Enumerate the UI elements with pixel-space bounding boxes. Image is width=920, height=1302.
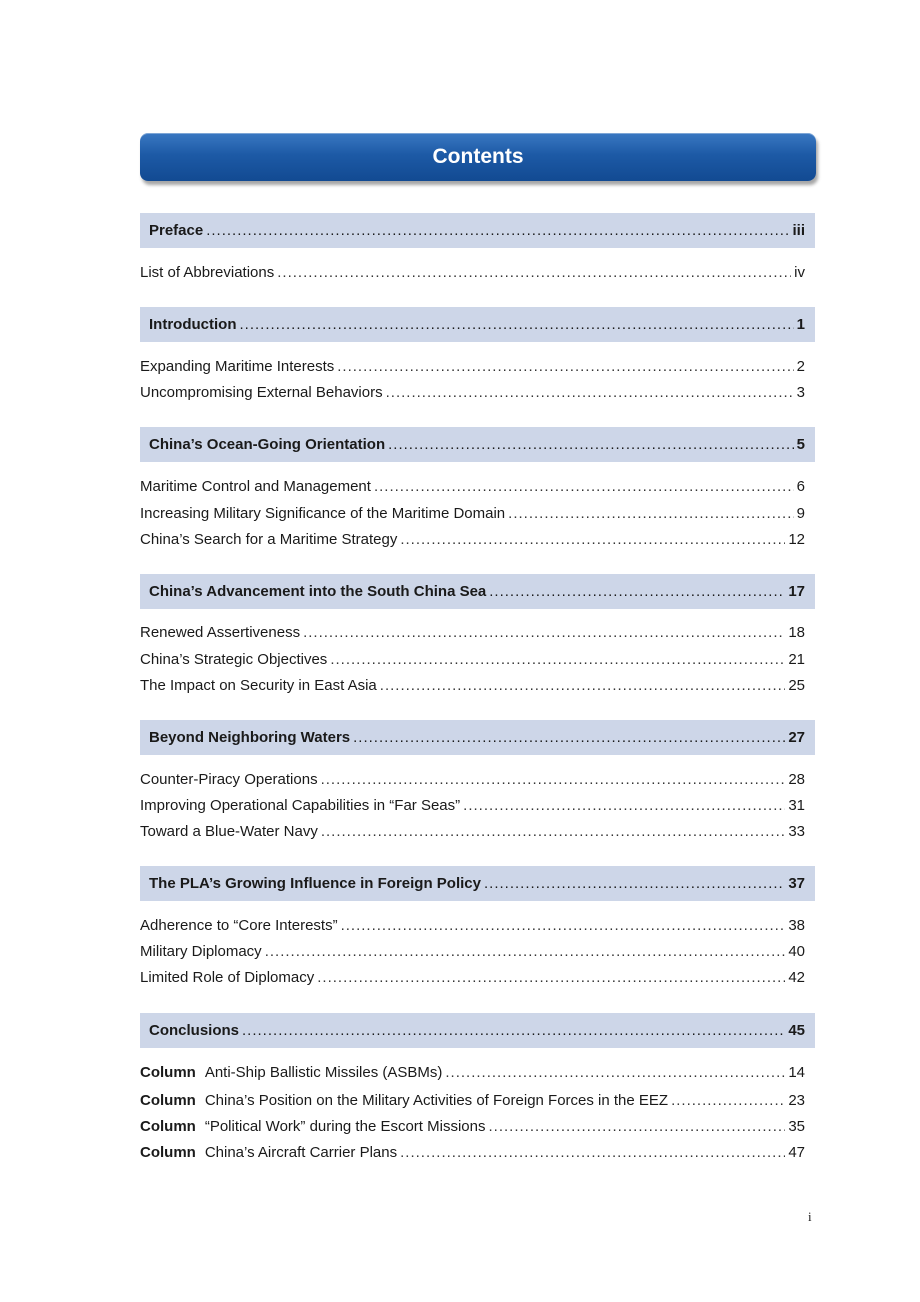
- toc-chapter-entry[interactable]: [140, 574, 815, 609]
- entry-title: Conclusions: [149, 1022, 240, 1039]
- toc-section-entry[interactable]: [140, 477, 815, 497]
- entry-title: Maritime Control and Management: [140, 478, 371, 495]
- entry-title: Uncompromising External Behaviors: [140, 384, 383, 401]
- dot-leader: [463, 796, 785, 816]
- dot-leader: [303, 623, 785, 643]
- toc-section-entry[interactable]: [140, 796, 815, 816]
- column-label: Column: [140, 1144, 196, 1161]
- entry-title: Beyond Neighboring Waters: [149, 729, 351, 746]
- dot-leader: [445, 1063, 785, 1083]
- entry-page-number: 14: [788, 1064, 805, 1081]
- dot-leader: [400, 1143, 785, 1163]
- toc-chapter-entry[interactable]: [140, 427, 815, 462]
- entry-page-number: 37: [788, 875, 805, 892]
- entry-title: China’s Strategic Objectives: [140, 651, 328, 668]
- entry-title: “Political Work” during the Escort Missions: [204, 1118, 486, 1135]
- entry-title: The PLA’s Growing Influence in Foreign Policy: [149, 875, 481, 892]
- dot-leader: [386, 383, 794, 403]
- toc-chapter-entry[interactable]: [140, 213, 815, 248]
- entry-title: Limited Role of Diplomacy: [140, 969, 315, 986]
- dot-leader: [488, 1117, 785, 1137]
- entry-title: Anti-Ship Ballistic Missiles (ASBMs): [204, 1064, 443, 1081]
- toc-section-entry[interactable]: [140, 822, 815, 842]
- toc-section-entry[interactable]: [140, 968, 815, 988]
- entry-title: Expanding Maritime Interests: [140, 358, 335, 375]
- entry-page-number: 40: [788, 943, 805, 960]
- entry-page-number: 9: [796, 505, 805, 522]
- entry-title: Improving Operational Capabilities in “Far Seas”: [140, 797, 461, 814]
- entry-page-number: iii: [792, 222, 805, 239]
- entry-title: Introduction: [149, 316, 237, 333]
- toc-section-entry[interactable]: [140, 942, 815, 962]
- entry-page-number: 1: [796, 316, 805, 333]
- toc-column-entry[interactable]: [140, 1117, 815, 1137]
- dot-leader: [489, 583, 785, 600]
- column-label: Column: [140, 1064, 196, 1081]
- dot-leader: [277, 263, 791, 283]
- contents-banner: [140, 133, 816, 181]
- toc-section-entry[interactable]: [140, 263, 815, 283]
- dot-leader: [353, 729, 785, 746]
- toc-section-entry[interactable]: [140, 916, 815, 936]
- dot-leader: [484, 875, 785, 892]
- toc-section-entry[interactable]: [140, 383, 815, 403]
- toc-section-entry[interactable]: [140, 676, 815, 696]
- entry-page-number: 28: [788, 771, 805, 788]
- contents-heading: Contents: [432, 145, 524, 168]
- dot-leader: [206, 222, 789, 239]
- column-label: Column: [140, 1118, 196, 1135]
- entry-title: Adherence to “Core Interests”: [140, 917, 338, 934]
- dot-leader: [321, 822, 785, 842]
- toc-section-entry[interactable]: [140, 504, 815, 524]
- entry-title: China’s Ocean-Going Orientation: [149, 436, 386, 453]
- entry-page-number: 33: [788, 823, 805, 840]
- dot-leader: [330, 650, 785, 670]
- entry-page-number: 18: [788, 624, 805, 641]
- toc-section-entry[interactable]: [140, 650, 815, 670]
- entry-title: Military Diplomacy: [140, 943, 262, 960]
- dot-leader: [242, 1022, 785, 1039]
- entry-page-number: 38: [788, 917, 805, 934]
- entry-page-number: 17: [788, 583, 805, 600]
- toc-chapter-entry[interactable]: [140, 720, 815, 755]
- entry-title: China’s Advancement into the South China Sea: [149, 583, 487, 600]
- dot-leader: [265, 942, 786, 962]
- entry-page-number: 5: [796, 436, 805, 453]
- dot-leader: [317, 968, 785, 988]
- toc-section-entry[interactable]: [140, 770, 815, 790]
- dot-leader: [374, 477, 794, 497]
- page-number: i: [808, 1209, 812, 1224]
- dot-leader: [321, 770, 786, 790]
- entry-page-number: 45: [788, 1022, 805, 1039]
- entry-title: Counter-Piracy Operations: [140, 771, 318, 788]
- entry-title: Preface: [149, 222, 204, 239]
- entry-page-number: 35: [788, 1118, 805, 1135]
- toc-section-entry[interactable]: [140, 623, 815, 643]
- entry-page-number: 27: [788, 729, 805, 746]
- entry-page-number: 12: [788, 531, 805, 548]
- entry-title: Toward a Blue-Water Navy: [140, 823, 318, 840]
- toc-column-entry[interactable]: [140, 1091, 815, 1111]
- entry-page-number: 25: [788, 677, 805, 694]
- entry-page-number: iv: [794, 264, 805, 281]
- toc-column-entry[interactable]: [140, 1143, 815, 1163]
- entry-page-number: 3: [796, 384, 805, 401]
- entry-title: Increasing Military Significance of the Maritime Domain: [140, 505, 506, 522]
- entry-page-number: 6: [796, 478, 805, 495]
- entry-page-number: 2: [796, 358, 805, 375]
- entry-page-number: 42: [788, 969, 805, 986]
- dot-leader: [239, 316, 793, 333]
- toc-column-entry[interactable]: [140, 1063, 815, 1083]
- dot-leader: [671, 1091, 785, 1111]
- toc-section-entry[interactable]: [140, 530, 815, 550]
- toc-section-entry[interactable]: [140, 357, 815, 377]
- toc-chapter-entry[interactable]: [140, 307, 815, 342]
- entry-page-number: 21: [788, 651, 805, 668]
- entry-page-number: 31: [788, 797, 805, 814]
- column-label: Column: [140, 1092, 196, 1109]
- entry-page-number: 47: [788, 1144, 805, 1161]
- toc-chapter-entry[interactable]: [140, 1013, 815, 1048]
- entry-title: China’s Position on the Military Activities of Foreign Forces in the EEZ: [204, 1092, 669, 1109]
- entry-title: China’s Search for a Maritime Strategy: [140, 531, 398, 548]
- dot-leader: [341, 916, 786, 936]
- dot-leader: [388, 436, 794, 453]
- dot-leader: [400, 530, 785, 550]
- entry-title: The Impact on Security in East Asia: [140, 677, 377, 694]
- entry-title: Renewed Assertiveness: [140, 624, 301, 641]
- dot-leader: [380, 676, 786, 696]
- toc-chapter-entry[interactable]: [140, 866, 815, 901]
- entry-title: List of Abbreviations: [140, 264, 275, 281]
- dot-leader: [508, 504, 794, 524]
- entry-page-number: 23: [788, 1092, 805, 1109]
- entry-title: China’s Aircraft Carrier Plans: [204, 1144, 398, 1161]
- dot-leader: [337, 357, 793, 377]
